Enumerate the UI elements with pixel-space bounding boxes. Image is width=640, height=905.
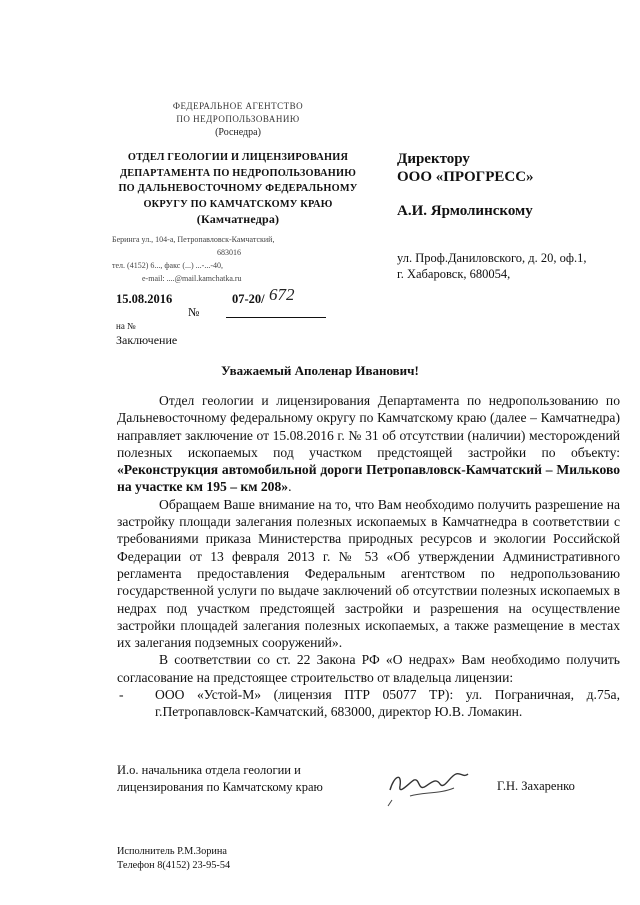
executor-name: Исполнитель Р.М.Зорина [117,846,227,857]
executor-block [117,845,230,873]
body-paragraph-2: Обращаем Ваше внимание на то, что Вам необходимо получить разрешение на застройку площади залегания полезных ископаемых в Камчатнедра в соответствии с требованиями приказа Министерства природных ресурсов и экологии Российской Федерации от 13 февраля 2013 г. № 53 «Об утверждении Административного регламента предоставления Федеральным агентством по недропользованию государственной услуги по выдаче заключений об отсутствии полезных ископаемых в недрах под участком предстоящей застройки и разрешения на осуществление застройки площадей залегания полезных ископаемых, а также размещение в местах их залегания подземных сооружений». [117,496,620,651]
dept-line1: ОТДЕЛ ГЕОЛОГИИ И ЛИЦЕНЗИРОВАНИЯ [127,152,349,163]
agency-short: (Роснедра) [215,127,261,138]
recipient-title: Директору [397,151,470,167]
recipient-address [397,250,617,282]
dept-line4: ОКРУГУ ПО КАМЧАТСКОМУ КРАЮ [143,198,333,210]
recipient-name: А.И. Ярмолинскому [397,203,533,219]
contact-line3: тел. (4152) 6..., факс (...) ...-...-40, [112,261,223,270]
dept-line3: ПО ДАЛЬНЕВОСТОЧНОМУ ФЕДЕРАЛЬНОМУ [118,183,358,194]
letter-subject: Заключение [116,333,178,347]
contact-block [112,233,342,285]
agency-line1: ФЕДЕРАЛЬНОЕ АГЕНТСТВО [172,101,304,111]
recipient-company: ООО «ПРОГРЕСС» [397,169,534,185]
handwritten-signature [380,762,490,812]
list-item-text: ООО «Устой-М» (лицензия ПТР 05077 ТР): ул. Пограничная, д.75а, г.Петропавловск-Камчатский, 683000, директор Ю.В. Ломакин. [155,687,620,720]
list-item [117,686,620,721]
reply-to-number: на № [116,321,136,331]
signer-line1: И.о. начальника отдела геологии и [117,763,301,777]
contact-line2: 683016 [217,248,241,257]
list-dash: - [119,687,124,703]
salutation: Уважаемый Аполенар Иванович! [221,363,419,378]
p1-end: . [288,479,292,495]
address-line1: ул. Проф.Даниловского, д. 20, оф.1, [397,251,587,265]
letter-date: 15.08.2016 [116,292,173,306]
signer-name: Г.Н. Захаренко [497,779,575,793]
recipient-block [397,150,617,220]
letter-number-handwritten: 672 [269,285,295,304]
contact-line4: e-mail: ....@mail.kamchatka.ru [142,274,242,283]
department-header [112,150,364,228]
number-underline [226,317,326,318]
number-sign: № [188,305,200,319]
contact-line1: Беринга ул., 104-а, Петропавловск-Камчатский, [112,235,275,244]
p1-text: Отдел геологии и лицензирования Департамента по недропользованию по Дальневосточному федеральному округу по Камчатскому краю (далее – Камчатнедра) направляет заключение от 15.08.2016 г. № 31 об отсутствии (наличии) месторождений полезных ископаемых под участком предстоящей застройки по объекту: [117,393,620,460]
signer-position [117,762,377,796]
p1-object-name: «Реконструкция автомобильной дороги Петропавловск-Камчатский – Мильково на участке км 195 – км 208» [117,462,620,495]
letter-body [117,392,620,721]
agency-line2: ПО НЕДРОПОЛЬЗОВАНИЮ [176,114,300,124]
body-paragraph-3: В соответствии со ст. 22 Закона РФ «О недрах» Вам необходимо получить согласование на предстоящее строительство от владельца лицензии: [117,652,620,685]
address-line2: г. Хабаровск, 680054, [397,267,511,281]
signer-line2: лицензирования по Камчатскому краю [117,780,323,794]
letter-number: 07-20/ [232,292,265,306]
agency-header [118,100,358,139]
body-paragraph-1 [117,392,620,496]
dept-short: (Камчатнедра) [196,212,280,226]
licensee-list [117,686,620,721]
dept-line2: ДЕПАРТАМЕНТА ПО НЕДРОПОЛЬЗОВАНИЮ [119,167,357,179]
executor-phone: Телефон 8(4152) 23-95-54 [117,860,231,871]
